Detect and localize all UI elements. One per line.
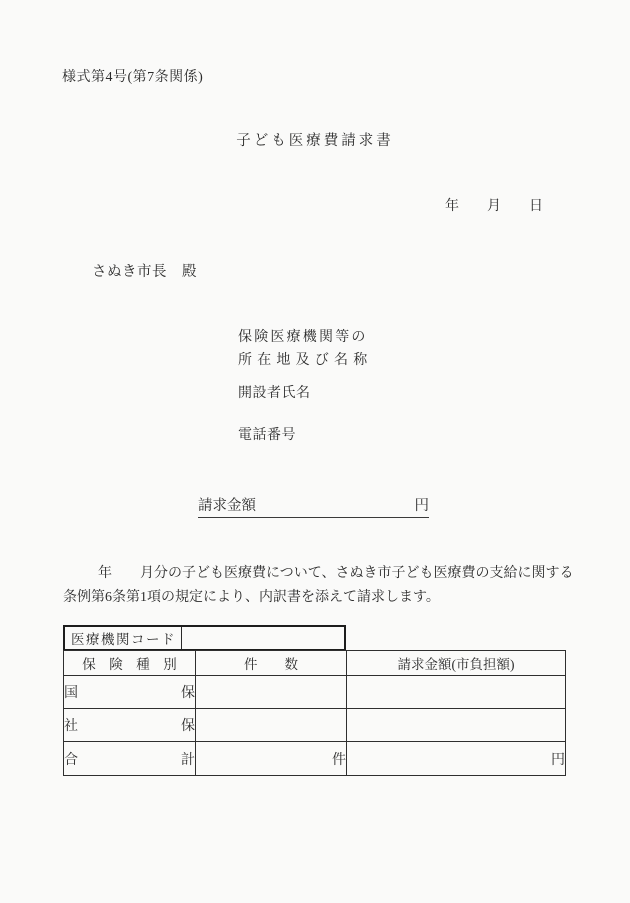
table-row-total	[64, 742, 566, 776]
row-label-national-insurance	[64, 676, 196, 709]
body-paragraph-line1: 年 月分の子ども医療費について、さぬき市子ども医療費の支給に関する	[98, 566, 574, 581]
amount-cell-social	[347, 709, 566, 742]
count-cell-national	[196, 676, 347, 709]
claim-amount-unit: 円	[414, 498, 429, 514]
column-header-amount: 請求金額(市負担額)	[347, 651, 566, 676]
column-header-insurance-type: 保 険 種 別	[64, 651, 196, 676]
row-label-left: 合	[64, 752, 78, 768]
medical-institution-code-label: 医療機関コード	[65, 627, 182, 649]
provider-founder-label: 開設者氏名	[238, 386, 311, 401]
page-title: 子ども医療費請求書	[236, 133, 394, 149]
provider-institution-label-line1: 保険医療機関等の	[238, 330, 368, 345]
table-header-row	[64, 651, 566, 676]
amount-cell-national	[347, 676, 566, 709]
claim-amount-line	[198, 496, 429, 518]
count-cell-total: 件	[196, 742, 347, 776]
claim-amount-label: 請求金額	[198, 498, 256, 514]
provider-institution-label-line2: 所在地及び名称	[238, 353, 373, 368]
table-row-social-insurance	[64, 709, 566, 742]
date-line: 年 月 日	[445, 199, 543, 214]
table-row-national-insurance	[64, 676, 566, 709]
body-paragraph	[63, 562, 588, 610]
row-label-left: 国	[64, 686, 78, 701]
claim-summary-table	[63, 650, 566, 776]
body-paragraph-line2: 条例第6条第1項の規定により、内訳書を添えて請求します。	[63, 590, 440, 605]
form-number: 様式第4号(第7条関係)	[62, 70, 204, 85]
row-label-right: 保	[181, 719, 195, 734]
amount-cell-total: 円	[347, 742, 566, 776]
medical-institution-code-box	[63, 625, 346, 651]
medical-institution-code-field	[182, 627, 344, 649]
row-label-social-insurance	[64, 709, 196, 742]
row-label-right: 計	[181, 752, 195, 768]
row-label-right: 保	[181, 686, 195, 701]
addressee-line: さぬき市長 殿	[92, 264, 197, 280]
row-label-left: 社	[64, 719, 78, 734]
row-label-total	[64, 742, 196, 776]
provider-phone-label: 電話番号	[238, 428, 296, 443]
column-header-count: 件 数	[196, 651, 347, 676]
count-cell-social	[196, 709, 347, 742]
